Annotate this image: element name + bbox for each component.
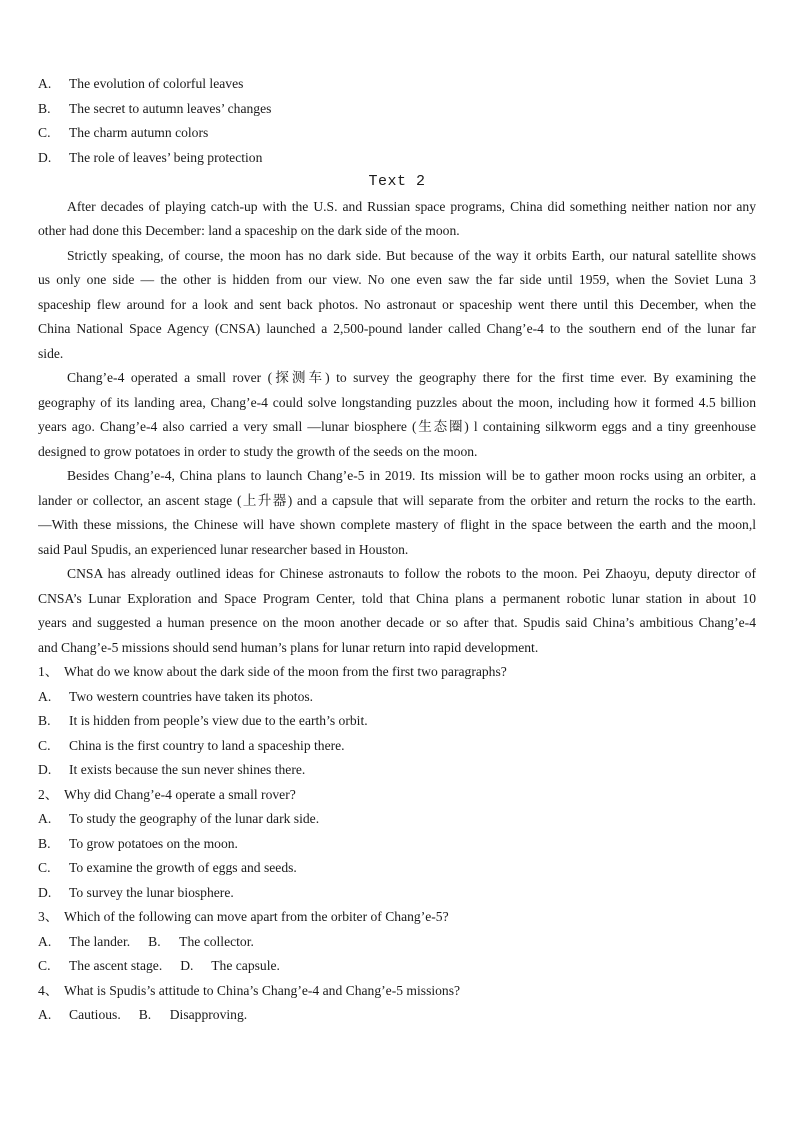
passage-line: China National Space Agency (CNSA) launched a 2,500-pound lander called Chang’e-4 to the southern end of the lunar far: [38, 321, 756, 336]
passage-line: CNSA has already outlined ideas for Chinese astronauts to follow the robots to the moon. Pei Zhaoyu, deputy director of: [67, 566, 756, 581]
answer-option-row: [38, 954, 756, 979]
answer-option: [180, 954, 280, 979]
option-label: A.: [38, 76, 52, 91]
passage-line: designed to grow potatoes in order to study the growth of the seeds on the moon.: [38, 443, 478, 459]
question-number: 2、: [38, 786, 59, 802]
option-text: The ascent stage.: [69, 958, 163, 973]
option-label: A.: [38, 933, 52, 949]
answer-option: [38, 97, 271, 122]
question-stem: [38, 905, 756, 930]
option-text: To grow potatoes on the moon.: [69, 835, 238, 851]
question-text: Why did Chang’e-4 operate a small rover?: [64, 786, 296, 802]
answer-option-row: [38, 807, 756, 832]
passage-line: After decades of playing catch-up with the U.S. and Russian space programs, China did something neither nation nor any: [67, 198, 756, 214]
passage-line: us only one side — the other is hidden from our view. No one even saw the far side until 1959, when the Soviet Luna 3: [38, 272, 756, 287]
answer-option: [38, 832, 238, 857]
answer-option-row: [38, 121, 756, 146]
option-text: The capsule.: [211, 958, 280, 973]
option-text: It is hidden from people’s view due to the earth’s orbit.: [69, 713, 368, 728]
option-text: Disapproving.: [169, 1007, 248, 1022]
option-label: A.: [38, 811, 52, 826]
answer-option: [38, 709, 368, 734]
passage-line: spaceship flew around for a look and sent back photos. No astronaut or spaceship went there until this December, when the: [38, 296, 756, 312]
question-stem: [38, 660, 756, 685]
option-label: C.: [38, 958, 51, 973]
answer-option-row: [38, 1003, 756, 1028]
option-label: B.: [38, 100, 51, 116]
question-number: 4、: [38, 982, 59, 998]
passage-line: lander or collector, an ascent stage (上升器) and a capsule that will separate from the orbiter and return the rocks to the earth.: [38, 492, 756, 508]
answer-option: [38, 72, 243, 97]
question-number: 1、: [38, 664, 59, 679]
passage-line: years ago. Chang’e-4 also carried a very small —lunar biosphere (生态圈) l containing silkworm eggs and a tiny greenhouse: [38, 419, 756, 434]
answer-option-row: [38, 881, 756, 906]
answer-option-row: [38, 146, 756, 171]
answer-option: [38, 807, 319, 832]
option-label: B.: [148, 933, 161, 949]
passage-line: Strictly speaking, of course, the moon has no dark side. But because of the way it orbits Earth, our natural satellite shows: [67, 247, 756, 263]
answer-option-row: [38, 758, 756, 783]
question-text: What is Spudis’s attitude to China’s Chang’e-4 and Chang’e-5 missions?: [64, 982, 461, 998]
option-label: C.: [38, 860, 51, 875]
option-text: The evolution of colorful leaves: [69, 76, 244, 91]
passage-line: years and suggested a human presence on the moon another decade or so after that. Spudis said China’s ambitious Chang’e-4: [38, 615, 756, 630]
passage-line: side.: [38, 345, 64, 361]
option-text: The secret to autumn leaves’ changes: [69, 100, 272, 116]
option-text: The role of leaves’ being protection: [69, 149, 263, 165]
answer-option: [38, 734, 345, 759]
option-text: The charm autumn colors: [69, 125, 209, 140]
passage-line: said Paul Spudis, an experienced lunar researcher based in Houston.: [38, 541, 409, 557]
answer-option-row: [38, 734, 756, 759]
answer-option-row: [38, 685, 756, 710]
answer-option: [139, 1003, 247, 1028]
option-text: To survey the lunar biosphere.: [69, 884, 234, 900]
option-label: B.: [138, 1007, 152, 1022]
passage-line: —With these missions, the Chinese will have shown complete mastery of flight in the space between the earth and the moon,l: [38, 517, 756, 532]
passage-line: other had done this December: land a spaceship on the dark side of the moon.: [38, 223, 460, 238]
question-text: Which of the following can move apart from the orbiter of Chang’e-5?: [64, 909, 449, 924]
option-text: It exists because the sun never shines there.: [69, 762, 306, 777]
answer-option-row: [38, 72, 756, 97]
option-text: Two western countries have taken its photos.: [69, 688, 314, 704]
answer-option-row: [38, 930, 756, 955]
answer-option: [38, 758, 305, 783]
option-text: The lander.: [69, 933, 131, 949]
option-label: A.: [38, 1007, 52, 1022]
answer-option: [38, 1003, 121, 1028]
option-label: D.: [38, 762, 52, 777]
question-text: What do we know about the dark side of the moon from the first two paragraphs?: [64, 664, 507, 679]
answer-option: [38, 881, 234, 906]
passage-line: and Chang’e-5 missions should send human’s plans for lunar return into rapid development.: [38, 639, 539, 655]
answer-option: [38, 856, 297, 881]
passage-line: Chang’e-4 operated a small rover (探测车) to survey the geography there for the first time ever. By examining the: [67, 370, 756, 385]
option-text: The collector.: [179, 933, 254, 949]
option-label: A.: [38, 688, 52, 704]
option-label: D.: [180, 958, 194, 973]
option-label: D.: [38, 149, 52, 165]
answer-option-row: [38, 97, 756, 122]
answer-option: [38, 146, 262, 171]
section-heading: Text 2: [368, 173, 426, 190]
answer-option-row: [38, 856, 756, 881]
option-text: To study the geography of the lunar dark side.: [69, 811, 320, 826]
answer-option: [38, 121, 208, 146]
option-label: B.: [38, 713, 51, 728]
option-label: B.: [38, 835, 51, 851]
option-label: D.: [38, 884, 52, 900]
question-stem: [38, 979, 756, 1004]
document-flow: [38, 72, 756, 1028]
option-label: C.: [38, 737, 51, 753]
answer-option: [148, 930, 254, 955]
passage-line: geography of its landing area, Chang’e-4 could solve longstanding puzzles about the moon, including how it formed 4.5 billion: [38, 394, 756, 410]
option-label: C.: [38, 125, 51, 140]
answer-option: [38, 685, 313, 710]
answer-option: [38, 930, 130, 955]
answer-option-row: [38, 832, 756, 857]
passage-line: Besides Chang’e-4, China plans to launch Chang’e-5 in 2019. Its mission will be to gather moon rocks using an orbiter, a: [67, 468, 756, 483]
option-text: To examine the growth of eggs and seeds.: [69, 860, 297, 875]
answer-option-row: [38, 709, 756, 734]
passage-line: CNSA’s Lunar Exploration and Space Program Center, told that China plans a permanent robotic lunar station in about 10: [38, 590, 756, 606]
option-text: China is the first country to land a spaceship there.: [69, 737, 345, 753]
question-stem: [38, 783, 756, 808]
question-number: 3、: [38, 909, 59, 924]
option-text: Cautious.: [69, 1007, 121, 1022]
answer-option: [38, 954, 162, 979]
